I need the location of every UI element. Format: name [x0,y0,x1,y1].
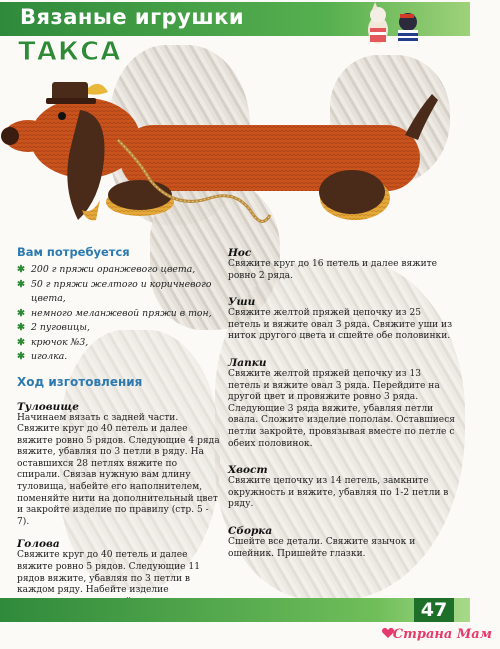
bullet-star-icon: ✱ [17,278,25,290]
step-text: Свяжите круг до 16 петель и далее вяжите ровно 2 ряда. [228,259,438,281]
dachshund-toy-illustration [0,70,440,240]
list-item: ✱ 2 пуговицы, [17,321,222,336]
step-nose [228,247,456,282]
step-text: Свяжите круг до 40 петель и далее вяжите ровно 5 рядов. Следующие 11 рядов вяжите, убавляя по 3 петли в каждом ряду. Набейте изделие [17,550,200,596]
step-text: Свяжите цепочку из 14 петель, замкните окружность и вяжите, убавляя по 1-2 петли в ряду. [228,476,449,510]
bullet-star-icon: ✱ [17,336,25,348]
step-title: Нос [228,247,252,259]
step-paws [228,357,456,450]
step-ears [228,296,456,343]
step-text: Свяжите желтой пряжей цепочку из 25 петель и вяжите овал 3 ряда. Свяжите уши из ниток другого цвета и сшейте обе половинки. [228,308,453,342]
step-title: Сборка [228,524,273,537]
right-column [228,247,456,560]
list-item: ✱ 50 г пряжи желтого и коричневого цвета, [17,278,212,304]
bullet-star-icon: ✱ [17,307,25,319]
step-text: Сшейте все детали. Свяжите язычок и ошейник. Пришейте глазки. [228,536,416,559]
step-title: Туловище [17,400,79,413]
list-item: ✱ 200 г пряжи оранжевого цвета, [17,263,222,278]
bullet-star-icon: ✱ [17,264,25,275]
bullet-star-icon: ✱ [17,351,25,362]
left-column [17,245,222,608]
list-item: ✱ немного меланжевой пряжи в тон, [17,307,222,322]
list-item: ✱ крючок №3, [17,336,222,351]
page-title: ТАКСА [18,37,122,67]
step-text: Свяжите желтой пряжей цепочку из 13 петель и вяжите овал 3 ряда. Перейдите на другой цвет и провяжите ровно 3 ряда. Следующие 3 ряда вяжите, убавляя петли овала. Сложите изделие пополам. Оставшиеся петли закройте, провязывая вместе по петле с обеих половинок. [228,368,456,449]
step-title: Лапки [228,356,267,369]
step-text: Начинаем вязать с задней части. Свяжите круг до 40 петель и далее вяжите ровно 5 рядов. Следующие 4 ряда вяжите, убавляя по 3 петли в ряду. На оставшихся 28 петлях вяжите по спирали. Связав нужную вам длину туловища, набейте его наполнителем, поменяйте нити на дополнительный цвет и закройте изделие по правилу (стр. 5 - 7). [17,412,220,527]
knitted-toys-illustration [360,2,430,50]
step-title: Голова [17,538,60,551]
step-title: Уши [228,296,256,309]
list-item: ✱ иголка. [17,350,222,365]
footer-bar [0,598,470,622]
step-tail [228,464,456,511]
section-title: Вязаные игрушки [20,5,245,29]
materials-list [17,263,222,365]
step-assembly [228,525,456,560]
process-heading: Ход изготовления [17,374,143,389]
step-body [17,401,222,529]
bullet-star-icon: ✱ [17,322,25,333]
step-title: Хвост [228,464,268,477]
materials-heading: Вам потребуется [17,245,130,259]
page-number: 47 [414,598,454,622]
watermark-text: Страна Мам [392,627,492,642]
